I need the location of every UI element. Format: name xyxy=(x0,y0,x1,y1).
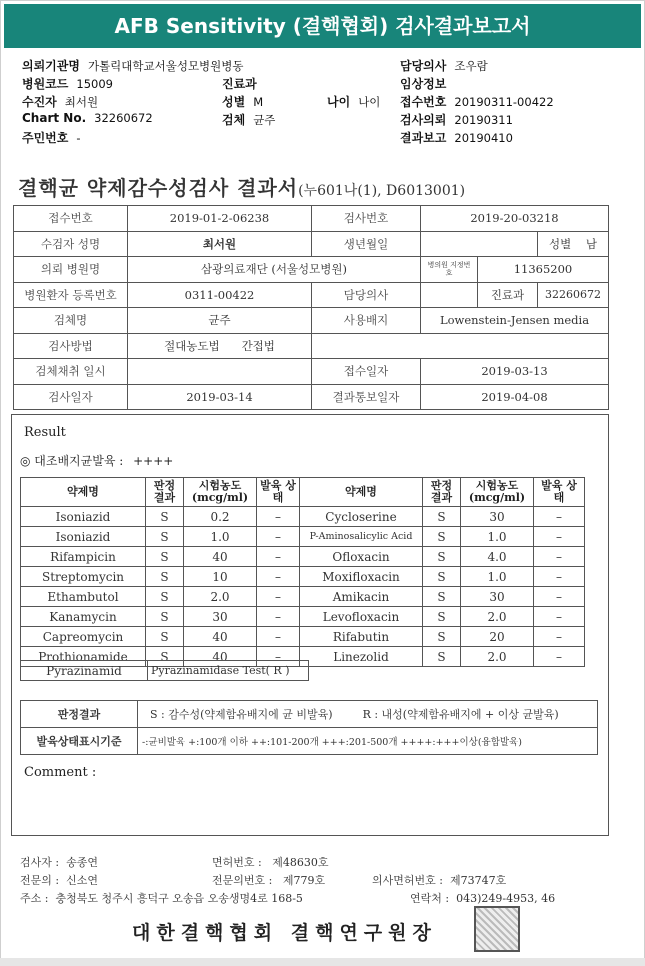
header-field xyxy=(22,57,244,74)
organization-name: 대한결핵협회 결핵연구원장 xyxy=(132,922,437,944)
document-title-text: 결핵균 약제감수성검사 결과서 xyxy=(18,176,299,200)
drug-concentration: 10 xyxy=(184,567,257,587)
drug-name: Moxifloxacin xyxy=(300,567,423,587)
header-field xyxy=(22,129,81,146)
official-seal xyxy=(474,906,520,952)
address-text: 충청북도 청주시 흥덕구 오송읍 오송생명4로 168-5 xyxy=(55,892,303,905)
drug-concentration: 40 xyxy=(184,647,257,667)
header-field-label: 수진자 xyxy=(22,95,57,109)
test-no: 2019-20-03218 xyxy=(421,206,609,232)
drug-row xyxy=(21,547,585,567)
sex-cell xyxy=(538,231,609,257)
comment-label: Comment : xyxy=(24,765,97,780)
drug-name: Streptomycin xyxy=(21,567,146,587)
header-field-label: 임상정보 xyxy=(400,77,447,91)
test-date-label: 검사일자 xyxy=(14,384,128,410)
tester-label: 검사자 : xyxy=(20,856,60,869)
header-field xyxy=(327,93,380,110)
address-label: 주소 : xyxy=(20,892,49,905)
method-empty xyxy=(312,333,609,359)
drug-concentration: 4.0 xyxy=(461,547,534,567)
drug-growth: – xyxy=(257,507,300,527)
drug-result: S xyxy=(423,627,461,647)
expert xyxy=(20,872,98,888)
drug-concentration: 20 xyxy=(461,627,534,647)
drug-concentration: 2.0 xyxy=(461,607,534,627)
hosp-code: 11365200 xyxy=(478,257,609,283)
drug-concentration: 30 xyxy=(461,507,534,527)
test-date: 2019-03-14 xyxy=(128,384,312,410)
header-field xyxy=(222,93,263,110)
header-field-value: 최서원 xyxy=(64,95,99,109)
drug-result: S xyxy=(146,587,184,607)
report-date-label: 결과통보일자 xyxy=(312,384,421,410)
doc-lic: 제73747호 xyxy=(449,874,507,887)
collect xyxy=(128,359,312,385)
drug-growth: – xyxy=(534,627,585,647)
drug-result: S xyxy=(423,507,461,527)
drug-result: S xyxy=(146,607,184,627)
bottom-strip xyxy=(0,958,645,966)
specimen-label: 검체명 xyxy=(14,308,128,334)
hdr-growth: 발육 상태 xyxy=(257,478,300,507)
test-no-label: 검사번호 xyxy=(312,206,421,232)
drug-growth: – xyxy=(534,507,585,527)
result-title: Result xyxy=(24,425,66,440)
drug-concentration: 2.0 xyxy=(461,647,534,667)
patient-name: 최서원 xyxy=(128,231,312,257)
header-field-label: 주민번호 xyxy=(22,131,69,145)
drug-growth: – xyxy=(257,527,300,547)
header-field-label: 검체 xyxy=(222,113,246,127)
drug-row xyxy=(21,527,585,547)
drug-row xyxy=(21,607,585,627)
medium-label: 사용배지 xyxy=(312,308,421,334)
hosp-code-label: 병의원 지정번호 xyxy=(421,257,478,283)
drug-concentration: 1.0 xyxy=(184,527,257,547)
drug-growth: – xyxy=(534,527,585,547)
expert-lic-label: 전문의번호 : xyxy=(212,874,273,887)
drug-growth: – xyxy=(257,567,300,587)
drug-name: Kanamycin xyxy=(21,607,146,627)
drug-name: Capreomycin xyxy=(21,627,146,647)
medium: Lowenstein-Jensen media xyxy=(421,308,609,334)
drug-name: Ethambutol xyxy=(21,587,146,607)
hdr-drug-2: 약제명 xyxy=(300,478,423,507)
header-field xyxy=(22,75,113,92)
header-field-value: 가톨릭대학교서울성모병원병동 xyxy=(87,59,244,73)
drug-concentration: 0.2 xyxy=(184,507,257,527)
drug-growth: – xyxy=(534,567,585,587)
expert-license xyxy=(212,872,325,888)
method-2: 간접법 xyxy=(241,338,275,353)
drug-result: S xyxy=(423,607,461,627)
header-field-label: 의뢰기관명 xyxy=(22,59,80,73)
drug-name: Prothionamide xyxy=(21,647,146,667)
header-field-value: - xyxy=(76,131,81,145)
judge-desc xyxy=(138,701,598,728)
tester-name: 송종연 xyxy=(66,856,98,869)
drug-name: Rifampicin xyxy=(21,547,146,567)
drug-concentration: 40 xyxy=(184,547,257,567)
method-label: 검사방법 xyxy=(14,333,128,359)
method-cell xyxy=(128,333,312,359)
header-field-value: 32260672 xyxy=(94,111,153,125)
drug-concentration: 40 xyxy=(184,627,257,647)
hdr-conc-2: 시험농도 (mcg/ml) xyxy=(461,478,534,507)
header-field-label: 결과보고 xyxy=(400,131,447,145)
tester xyxy=(20,854,98,870)
drug-name: P-Aminosalicylic Acid xyxy=(300,527,423,547)
header-field-label: 담당의사 xyxy=(400,59,447,73)
header-field xyxy=(400,129,513,146)
pyz-name: Pyrazinamid xyxy=(21,661,148,681)
expert-name: 신소연 xyxy=(66,874,98,887)
hdr-judge-2: 판정 결과 xyxy=(423,478,461,507)
header-field xyxy=(22,111,153,125)
name-label: 수검자 성명 xyxy=(14,231,128,257)
drug-name: Rifabutin xyxy=(300,627,423,647)
header-field-label: 진료과 xyxy=(222,77,257,91)
receipt-no-label: 접수번호 xyxy=(14,206,128,232)
drug-result: S xyxy=(146,567,184,587)
doctor-label: 담당의사 xyxy=(312,282,421,308)
dept: 32260672 xyxy=(538,282,609,308)
contact-text: 043)249-4953, 46 xyxy=(456,892,556,905)
drug-result: S xyxy=(423,587,461,607)
pyrazinamide-row xyxy=(20,660,309,681)
collect-label: 검체채취 일시 xyxy=(14,359,128,385)
drug-name: Isoniazid xyxy=(21,507,146,527)
tester-license xyxy=(212,854,328,870)
drug-result: S xyxy=(423,647,461,667)
drug-result: S xyxy=(423,527,461,547)
hospital-label: 의뢰 병원명 xyxy=(14,257,128,283)
expert-label: 전문의 : xyxy=(20,874,60,887)
drug-row xyxy=(21,507,585,527)
header-field-value: 균주 xyxy=(253,113,276,127)
dob xyxy=(421,231,538,257)
header-field-label: 성별 xyxy=(222,95,246,109)
patient-reg-label: 병원환자 등록번호 xyxy=(14,282,128,308)
header-field xyxy=(222,75,265,92)
control-growth-value: ++++ xyxy=(133,454,174,468)
drug-growth: – xyxy=(534,607,585,627)
drug-growth: – xyxy=(257,587,300,607)
tester-lic-label: 면허번호 : xyxy=(212,856,262,869)
expert-lic: 제779호 xyxy=(282,874,326,887)
tester-lic: 제48630호 xyxy=(272,856,329,869)
received: 2019-03-13 xyxy=(421,359,609,385)
form-number: (누601나(1), D6013001) xyxy=(298,183,466,199)
header-field-label: 검사의뢰 xyxy=(400,113,447,127)
header-field-label: 병원코드 xyxy=(22,77,69,91)
contact xyxy=(410,890,555,906)
result-section xyxy=(11,414,609,836)
report-title: AFB Sensitivity (결핵협회) 검사결과보고서 xyxy=(4,4,641,48)
header-field xyxy=(400,57,488,74)
receipt-no: 2019-01-2-06238 xyxy=(128,206,312,232)
drug-growth: – xyxy=(534,587,585,607)
doctor-license xyxy=(372,872,506,888)
sex: 남 xyxy=(585,236,597,251)
drug-concentration: 1.0 xyxy=(461,527,534,547)
hdr-drug: 약제명 xyxy=(21,478,146,507)
drug-result: S xyxy=(146,527,184,547)
growth-std-label: 발육상태표시기준 xyxy=(21,728,138,755)
header-field-value: 20190311 xyxy=(454,113,513,127)
scanned-result-document xyxy=(0,160,645,960)
header-field-label: 나이 xyxy=(327,95,351,109)
header-field-value: 15009 xyxy=(76,77,113,91)
drug-result: S xyxy=(146,627,184,647)
sex-label: 성별 xyxy=(549,236,572,251)
specimen: 균주 xyxy=(128,308,312,334)
header-field-value: 조우람 xyxy=(454,59,488,73)
drug-name: Amikacin xyxy=(300,587,423,607)
drug-growth: – xyxy=(534,547,585,567)
drug-name: Linezolid xyxy=(300,647,423,667)
judge-s: S : 감수성(약제함유배지에 균 비발육) xyxy=(150,708,333,721)
header-field-label: 접수번호 xyxy=(400,95,447,109)
drug-concentration: 1.0 xyxy=(461,567,534,587)
hospital: 삼광의료재단 (서울성모병원) xyxy=(128,257,421,283)
control-growth xyxy=(20,452,173,469)
address xyxy=(20,890,303,906)
drug-name: Isoniazid xyxy=(21,527,146,547)
drug-name: Ofloxacin xyxy=(300,547,423,567)
report-date: 2019-04-08 xyxy=(421,384,609,410)
header-field-value: 나이 xyxy=(358,95,381,109)
header-field xyxy=(400,93,554,110)
document-title xyxy=(18,172,465,201)
drug-result: S xyxy=(146,647,184,667)
control-growth-label: ◎ 대조배지균발육 : xyxy=(20,454,124,468)
dept-label: 진료과 xyxy=(478,282,538,308)
hdr-conc: 시험농도 (mcg/ml) xyxy=(184,478,257,507)
method-1: 절대농도법 xyxy=(164,338,220,353)
doctor xyxy=(421,282,478,308)
judge-r: R : 내성(약제함유배지에 + 이상 균발육) xyxy=(362,708,559,721)
contact-label: 연락처 : xyxy=(410,892,450,905)
drug-row xyxy=(21,587,585,607)
header-field-value: M xyxy=(253,95,264,109)
judgement-legend xyxy=(20,700,598,755)
patient-info-table xyxy=(13,205,609,410)
header-field xyxy=(22,93,98,110)
header-field-value: 20190410 xyxy=(454,131,513,145)
hdr-judge: 판정 결과 xyxy=(146,478,184,507)
pyz-value: Pyrazinamidase Test( R ) xyxy=(148,661,309,681)
hdr-growth-2: 발육 상태 xyxy=(534,478,585,507)
doc-lic-label: 의사면허번호 : xyxy=(372,874,443,887)
header-field-label: Chart No. xyxy=(22,111,87,125)
drug-growth: – xyxy=(257,627,300,647)
drug-concentration: 2.0 xyxy=(184,587,257,607)
drug-result: S xyxy=(146,547,184,567)
drug-concentration: 30 xyxy=(184,607,257,627)
drug-growth: – xyxy=(257,647,300,667)
drug-result: S xyxy=(146,507,184,527)
drug-growth: – xyxy=(534,647,585,667)
drug-growth: – xyxy=(257,547,300,567)
header-field-value: 20190311-00422 xyxy=(454,95,554,109)
header-field xyxy=(222,111,275,128)
drug-row xyxy=(21,627,585,647)
drug-result: S xyxy=(423,547,461,567)
drug-sensitivity-table xyxy=(20,477,585,667)
drug-name: Levofloxacin xyxy=(300,607,423,627)
header-field xyxy=(400,75,454,92)
patient-reg: 0311-00422 xyxy=(128,282,312,308)
growth-std: -:균비발육 +:100개 이하 ++:101-200개 +++:201-500개 ++++:+++이상(융합발육) xyxy=(138,728,598,755)
drug-result: S xyxy=(423,567,461,587)
dob-label: 생년월일 xyxy=(312,231,421,257)
drug-name: Cycloserine xyxy=(300,507,423,527)
header-field xyxy=(400,111,513,128)
drug-growth: – xyxy=(257,607,300,627)
drug-concentration: 30 xyxy=(461,587,534,607)
drug-table-header xyxy=(21,478,585,507)
received-label: 접수일자 xyxy=(312,359,421,385)
judge-label: 판정결과 xyxy=(21,701,138,728)
drug-row xyxy=(21,567,585,587)
